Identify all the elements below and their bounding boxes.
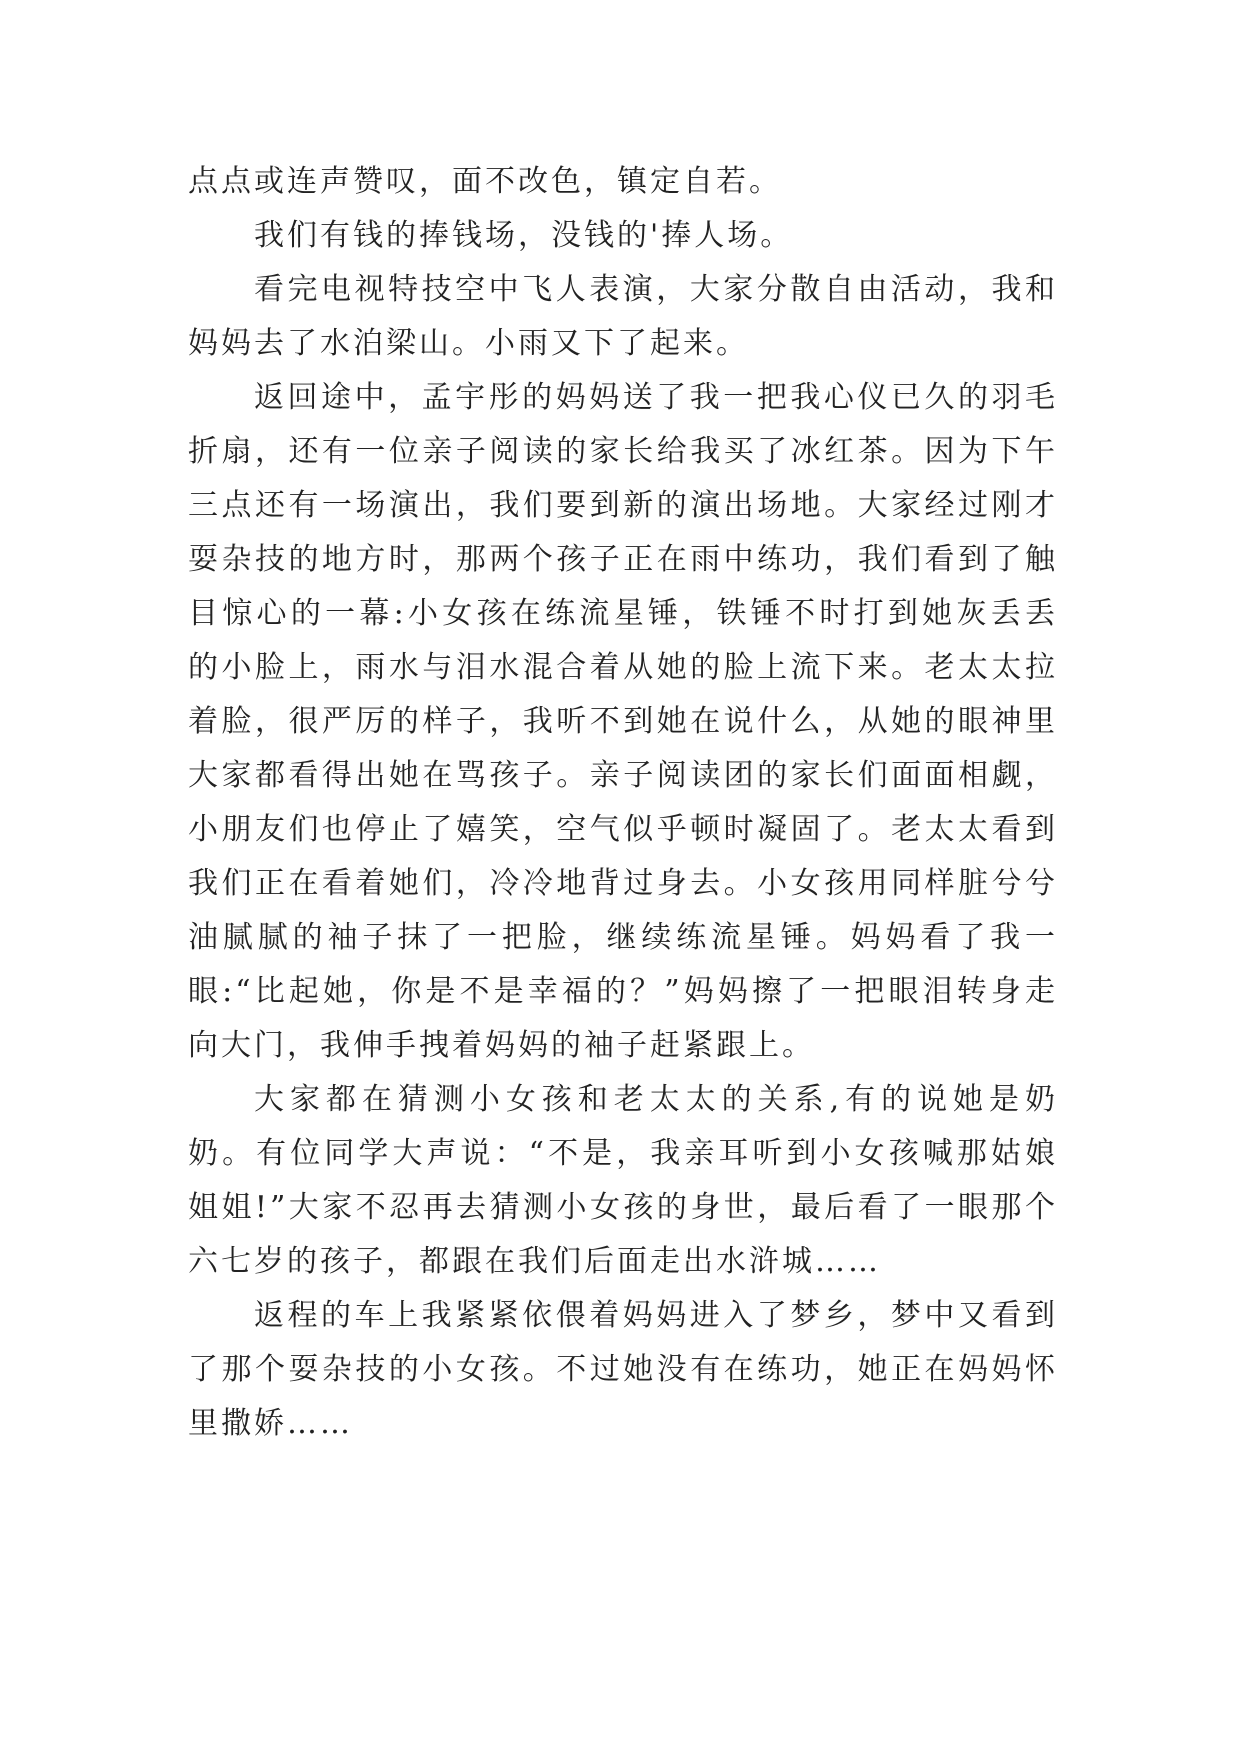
paragraph: 大家都在猜测小女孩和老太太的关系,有的说她是奶奶。有位同学大声说：“不是，我亲耳听到小女孩喊那姑娘姐姐!”大家不忍再去猜测小女孩的身世，最后看了一眼那个六七岁的孩子，都跟在我们后面走出水浒城…… (188, 1082, 1058, 1279)
body-text (188, 155, 1058, 1451)
paragraph: 返程的车上我紧紧依偎着妈妈进入了梦乡，梦中又看到了那个耍杂技的小女孩。不过她没有在练功，她正在妈妈怀里撒娇…… (188, 1298, 1058, 1441)
paragraph: 我们有钱的捧钱场，没钱的'捧人场。 (254, 218, 794, 253)
paragraph: 点点或连声赞叹，面不改色，镇定自若。 (188, 164, 782, 199)
paragraph: 看完电视特技空中飞人表演，大家分散自由活动，我和妈妈去了水泊梁山。小雨又下了起来。 (188, 272, 1058, 361)
paragraph: 返回途中，孟宇彤的妈妈送了我一把我心仪已久的羽毛折扇，还有一位亲子阅读的家长给我买了冰红茶。因为下午三点还有一场演出，我们要到新的演出场地。大家经过刚才耍杂技的地方时，那两个孩子正在雨中练功，我们看到了触目惊心的一幕:小女孩在练流星锤，铁锤不时打到她灰丢丢的小脸上，雨水与泪水混合着从她的脸上流下来。老太太拉着脸，很严厉的样子，我听不到她在说什么，从她的眼神里大家都看得出她在骂孩子。亲子阅读团的家长们面面相觑，小朋友们也停止了嬉笑，空气似乎顿时凝固了。老太太看到我们正在看着她们，冷冷地背过身去。小女孩用同样脏兮兮油腻腻的袖子抹了一把脸，继续练流星锤。妈妈看了我一眼:“比起她，你是不是幸福的？”妈妈擦了一把眼泪转身走向大门，我伸手拽着妈妈的袖子赶紧跟上。 (188, 380, 1058, 1063)
